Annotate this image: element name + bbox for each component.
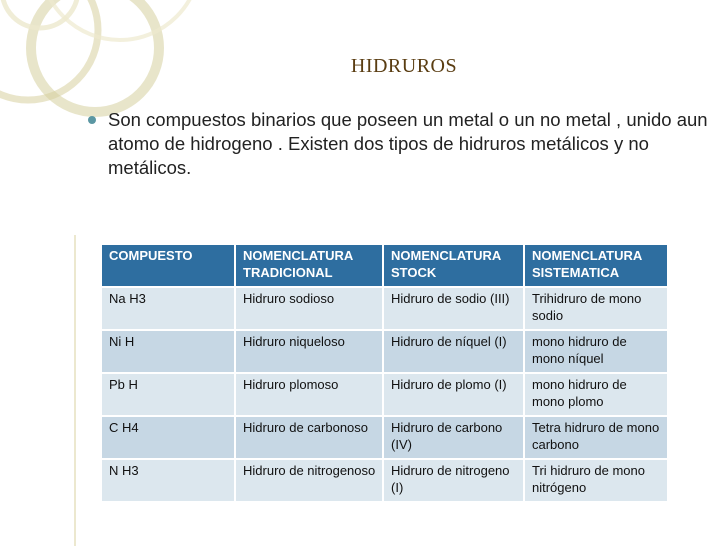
cell-stock: Hidruro de nitrogeno (I) bbox=[383, 459, 524, 502]
cell-tradicional: Hidruro sodioso bbox=[235, 287, 383, 330]
header-stock: NOMENCLATURA STOCK bbox=[383, 244, 524, 287]
cell-tradicional: Hidruro de nitrogenoso bbox=[235, 459, 383, 502]
cell-sistematica: mono hidruro de mono plomo bbox=[524, 373, 668, 416]
cell-tradicional: Hidruro plomoso bbox=[235, 373, 383, 416]
hydrides-table bbox=[100, 243, 669, 503]
cell-compuesto: Ni H bbox=[101, 330, 235, 373]
cell-stock: Hidruro de carbono (IV) bbox=[383, 416, 524, 459]
cell-tradicional: Hidruro de carbonoso bbox=[235, 416, 383, 459]
table-header-row bbox=[101, 244, 668, 287]
cell-tradicional: Hidruro niqueloso bbox=[235, 330, 383, 373]
header-sistematica: NOMENCLATURA SISTEMATICA bbox=[524, 244, 668, 287]
bullet-icon bbox=[88, 116, 96, 124]
cell-sistematica: Tri hidruro de mono nitrógeno bbox=[524, 459, 668, 502]
slide-title: HIDRUROS bbox=[350, 55, 458, 77]
table-row bbox=[101, 330, 668, 373]
cell-compuesto: Pb H bbox=[101, 373, 235, 416]
table-row bbox=[101, 287, 668, 330]
table-row bbox=[101, 459, 668, 502]
cell-sistematica: Trihidruro de mono sodio bbox=[524, 287, 668, 330]
cell-sistematica: mono hidruro de mono níquel bbox=[524, 330, 668, 373]
bullet-text: Son compuestos binarios que poseen un metal o un no metal , unido aun atomo de hidrogeno . Existen dos tipos de hidruros metálicos y no metálicos. bbox=[108, 109, 708, 178]
header-compuesto: COMPUESTO bbox=[101, 244, 235, 287]
cell-compuesto: Na H3 bbox=[101, 287, 235, 330]
cell-sistematica: Tetra hidruro de mono carbono bbox=[524, 416, 668, 459]
cell-compuesto: N H3 bbox=[101, 459, 235, 502]
cell-stock: Hidruro de sodio (III) bbox=[383, 287, 524, 330]
cell-stock: Hidruro de plomo (I) bbox=[383, 373, 524, 416]
cell-compuesto: C H4 bbox=[101, 416, 235, 459]
table-row bbox=[101, 416, 668, 459]
cell-stock: Hidruro de níquel (I) bbox=[383, 330, 524, 373]
header-tradicional: NOMENCLATURA TRADICIONAL bbox=[235, 244, 383, 287]
table-row bbox=[101, 373, 668, 416]
